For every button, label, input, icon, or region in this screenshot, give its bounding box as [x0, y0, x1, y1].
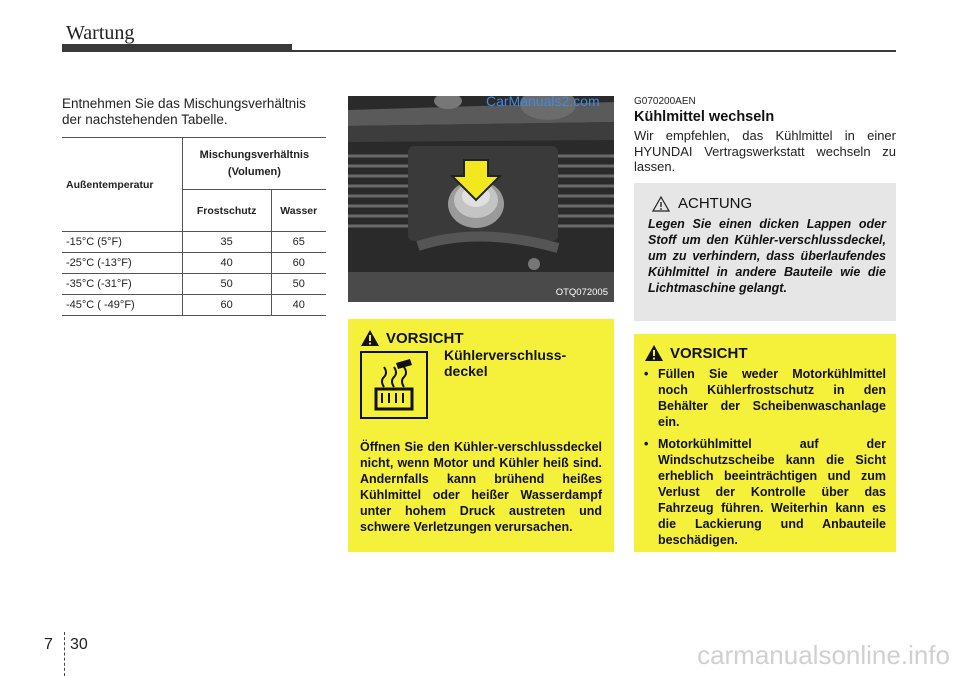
antifreeze-cell: 40: [182, 253, 271, 274]
antifreeze-cell: 50: [182, 274, 271, 295]
radiator-steam-icon: [362, 353, 426, 417]
table-row: [62, 253, 326, 274]
warning-title: VORSICHT: [670, 344, 748, 362]
header-rule: [62, 50, 896, 52]
temperature-cell: -15°C (5°F): [62, 232, 182, 253]
engine-bay-illustration: [348, 96, 614, 302]
warning-box-radiator-cap: [348, 319, 614, 552]
column-header-water: Wasser: [271, 190, 326, 232]
warning-box-washer: [634, 334, 896, 552]
figure-code: OTQ072005: [555, 287, 608, 298]
warning-header: [360, 329, 602, 347]
warning-list: [644, 366, 886, 548]
warning-header: [644, 344, 886, 362]
temperature-cell: -35°C (-31°F): [62, 274, 182, 295]
table-row: [62, 295, 326, 316]
hot-radiator-hazard-icon: [360, 351, 428, 419]
watermark-text: CarManuals2.com: [486, 93, 600, 109]
achtung-note: [634, 183, 896, 321]
intro-paragraph: Entnehmen Sie das Mischungsverhältnis der nachstehenden Tabelle.: [62, 96, 306, 127]
section-title: Kühlmittel wechseln: [634, 109, 775, 125]
antifreeze-cell: 60: [182, 295, 271, 316]
warning-text: Öffnen Sie den Kühler-verschlussdeckel nicht, wenn Motor und Kühler heiß sind. Andernfalls kann brühend heißes Kühlmittel oder heißer Wasserdampf unter hohem Druck austreten und schwere Verletzungen verursachen.: [360, 440, 602, 534]
water-cell: 50: [271, 274, 326, 295]
warning-triangle-icon: [360, 329, 380, 347]
column-header-temperature: Außentemperatur: [62, 138, 182, 232]
warning-outline-icon: [652, 196, 670, 212]
chapter-number: 7: [44, 636, 53, 653]
achtung-header: [652, 195, 886, 212]
hazard-row: [360, 347, 602, 419]
page-number: 30: [70, 636, 88, 653]
warning-subtitle: Kühlerverschluss-deckel: [444, 347, 567, 379]
section-paragraph: Wir empfehlen, das Kühlmittel in einer HYUNDAI Vertragswerkstatt wechseln zu lassen.: [634, 128, 896, 174]
water-cell: 40: [271, 295, 326, 316]
column-header-antifreeze: Frostschutz: [182, 190, 271, 232]
page-header-title: Wartung: [66, 22, 135, 44]
footer-divider: [64, 632, 65, 676]
achtung-title: ACHTUNG: [678, 195, 753, 212]
column-header-ratio: [182, 138, 326, 190]
water-cell: 60: [271, 253, 326, 274]
section-code: G070200AEN: [634, 96, 696, 107]
temperature-cell: -25°C (-13°F): [62, 253, 182, 274]
list-item: • Motorkühlmittel auf der Windschutzscheibe kann die Sicht erheblich beeinträchtigen und zum Verlust der Kontrolle über das Fahrzeug führen. Weiterhin kann es die Lackierung und Anbauteile beschädigen.: [644, 436, 886, 548]
table-row: [62, 274, 326, 295]
temperature-cell: -45°C ( -49°F): [62, 295, 182, 316]
table-row: [62, 232, 326, 253]
radiator-cap-photo: [348, 96, 614, 302]
ratio-unit: (Volumen): [227, 165, 281, 178]
achtung-text: Legen Sie einen dicken Lappen oder Stoff um den Kühler-verschlussdeckel, um zu verhindern, dass überlaufendes Kühlmittel in andere Bauteile wie die Lichtmaschine gelangt.: [648, 217, 886, 295]
ratio-label: Mischungsverhältnis: [199, 148, 310, 161]
mixing-ratio-table: [62, 137, 326, 316]
footer-watermark: carmanualsonline.info: [697, 640, 950, 670]
antifreeze-cell: 35: [182, 232, 271, 253]
warning-title: VORSICHT: [386, 329, 464, 347]
warning-triangle-icon: [644, 344, 664, 362]
water-cell: 65: [271, 232, 326, 253]
list-item: • Füllen Sie weder Motorkühlmittel noch Kühlerfrostschutz in den Behälter der Scheibenwaschanlage ein.: [644, 366, 886, 430]
